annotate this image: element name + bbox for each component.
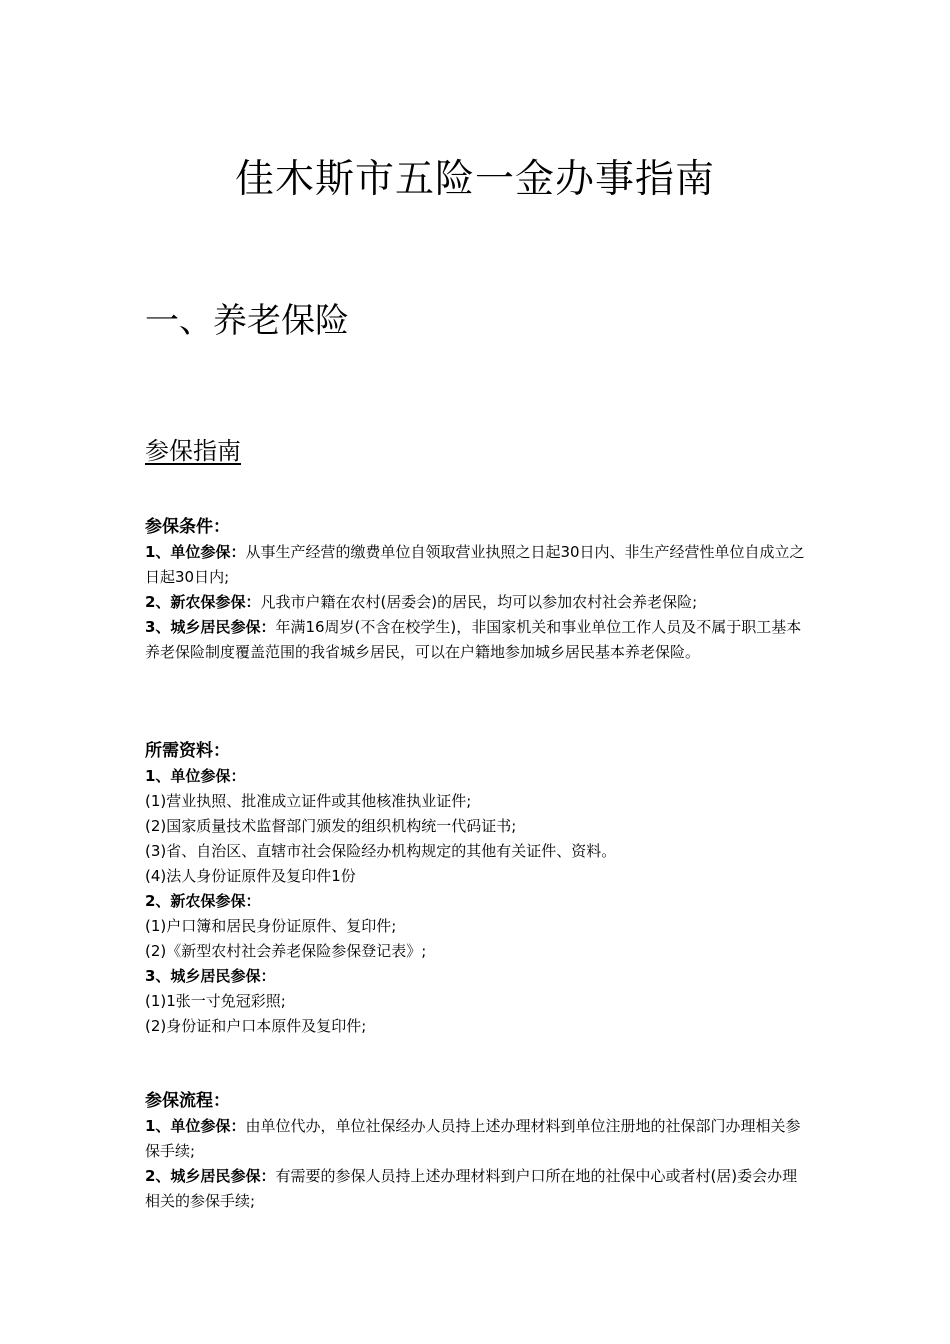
condition-text: 年满16周岁(不含在校学生)，非国家机关和事业单位工作人员及不属于职工基本养老保险制度覆盖范围的我省城乡居民，可以在户籍地参加城乡居民基本养老保险。 — [145, 618, 802, 661]
materials-item: (2)《新型农村社会养老保险参保登记表》; — [145, 942, 427, 960]
condition-item — [145, 540, 810, 590]
condition-item — [145, 615, 810, 665]
process-label: 2、城乡居民参保： — [145, 1167, 276, 1185]
process-text: 由单位代办，单位社保经办人员持上述办理材料到单位注册地的社保部门办理相关参保手续; — [145, 1117, 801, 1160]
materials-item: (1)营业执照、批准成立证件或其他核准执业证件; — [145, 792, 472, 810]
process-heading: 参保流程： — [145, 1091, 230, 1111]
materials-heading: 所需资料： — [145, 741, 230, 761]
materials-item: (1)1张一寸免冠彩照; — [145, 992, 286, 1010]
condition-label: 1、单位参保： — [145, 543, 246, 561]
section-heading-pension: 一、养老保险 — [145, 301, 349, 341]
condition-item — [145, 590, 810, 615]
conditions-section — [145, 514, 810, 665]
materials-group-label: 1、单位参保： — [145, 767, 246, 785]
materials-group-label: 3、城乡居民参保： — [145, 967, 276, 985]
materials-item: (1)户口簿和居民身份证原件、复印件; — [145, 917, 397, 935]
process-item — [145, 1114, 810, 1164]
materials-section — [145, 738, 810, 1039]
page-title: 佳木斯市五险一金办事指南 — [234, 157, 715, 202]
process-item — [145, 1164, 810, 1214]
condition-text: 凡我市户籍在农村(居委会)的居民，均可以参加农村社会养老保险; — [260, 593, 698, 611]
process-section — [145, 1088, 810, 1214]
process-text: 有需要的参保人员持上述办理材料到户口所在地的社保中心或者村(居)委会办理相关的参保手续; — [145, 1167, 798, 1210]
condition-label: 3、城乡居民参保： — [145, 618, 276, 636]
materials-item: (2)身份证和户口本原件及复印件; — [145, 1017, 367, 1035]
condition-text: 从事生产经营的缴费单位自领取营业执照之日起30日内、非生产经营性单位自成立之日起30日内; — [145, 543, 805, 586]
materials-group-label: 2、新农保参保： — [145, 892, 261, 910]
materials-item: (4)法人身份证原件及复印件1份 — [145, 867, 356, 885]
materials-item: (3)省、自治区、直辖市社会保险经办机构规定的其他有关证件、资料。 — [145, 842, 617, 860]
materials-item: (2)国家质量技术监督部门颁发的组织机构统一代码证书; — [145, 817, 517, 835]
process-label: 1、单位参保： — [145, 1117, 246, 1135]
condition-label: 2、新农保参保： — [145, 593, 261, 611]
subsection-heading-guide: 参保指南 — [145, 437, 241, 465]
conditions-heading: 参保条件： — [145, 517, 230, 537]
